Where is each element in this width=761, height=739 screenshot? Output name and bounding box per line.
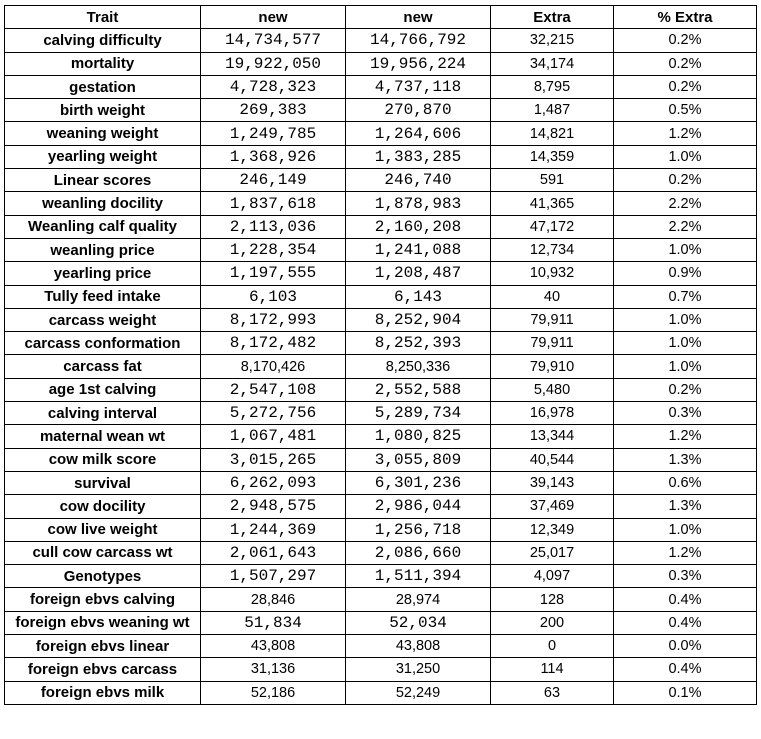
table-row bbox=[5, 518, 757, 541]
pct-extra-cell: 0.4% bbox=[614, 611, 757, 634]
new-value-2-cell: 1,878,983 bbox=[346, 192, 491, 215]
new-value-1-cell: 3,015,265 bbox=[201, 448, 346, 471]
pct-extra-cell: 0.3% bbox=[614, 402, 757, 425]
extra-cell: 32,215 bbox=[491, 29, 614, 52]
trait-cell: foreign ebvs carcass bbox=[5, 658, 201, 681]
pct-extra-cell: 1.3% bbox=[614, 448, 757, 471]
new-value-1-cell: 6,262,093 bbox=[201, 471, 346, 494]
table-row bbox=[5, 169, 757, 192]
new-value-2-cell: 1,208,487 bbox=[346, 262, 491, 285]
pct-extra-cell: 1.0% bbox=[614, 145, 757, 168]
new-value-2-cell: 2,986,044 bbox=[346, 495, 491, 518]
table-row bbox=[5, 402, 757, 425]
trait-cell: foreign ebvs weaning wt bbox=[5, 611, 201, 634]
extra-cell: 12,734 bbox=[491, 238, 614, 261]
table-row bbox=[5, 658, 757, 681]
table-row bbox=[5, 215, 757, 238]
table-row bbox=[5, 262, 757, 285]
table-row bbox=[5, 122, 757, 145]
trait-cell: Genotypes bbox=[5, 565, 201, 588]
new-value-2-cell: 28,974 bbox=[346, 588, 491, 611]
new-value-1-cell: 52,186 bbox=[201, 681, 346, 704]
new-value-2-cell: 5,289,734 bbox=[346, 402, 491, 425]
new-value-1-cell: 31,136 bbox=[201, 658, 346, 681]
pct-extra-cell: 0.7% bbox=[614, 285, 757, 308]
extra-cell: 591 bbox=[491, 169, 614, 192]
new-value-1-cell: 5,272,756 bbox=[201, 402, 346, 425]
trait-cell: foreign ebvs milk bbox=[5, 681, 201, 704]
pct-extra-cell: 1.2% bbox=[614, 541, 757, 564]
extra-cell: 1,487 bbox=[491, 99, 614, 122]
extra-cell: 8,795 bbox=[491, 75, 614, 98]
new-value-2-cell: 6,143 bbox=[346, 285, 491, 308]
new-value-1-cell: 8,172,993 bbox=[201, 308, 346, 331]
header-extra: Extra bbox=[491, 6, 614, 29]
extra-cell: 47,172 bbox=[491, 215, 614, 238]
pct-extra-cell: 1.3% bbox=[614, 495, 757, 518]
new-value-1-cell: 4,728,323 bbox=[201, 75, 346, 98]
extra-cell: 200 bbox=[491, 611, 614, 634]
new-value-2-cell: 1,511,394 bbox=[346, 565, 491, 588]
pct-extra-cell: 1.0% bbox=[614, 238, 757, 261]
new-value-1-cell: 14,734,577 bbox=[201, 29, 346, 52]
pct-extra-cell: 0.6% bbox=[614, 471, 757, 494]
trait-cell: gestation bbox=[5, 75, 201, 98]
new-value-1-cell: 1,837,618 bbox=[201, 192, 346, 215]
extra-cell: 13,344 bbox=[491, 425, 614, 448]
pct-extra-cell: 0.2% bbox=[614, 29, 757, 52]
extra-cell: 0 bbox=[491, 635, 614, 658]
extra-cell: 34,174 bbox=[491, 52, 614, 75]
trait-cell: survival bbox=[5, 471, 201, 494]
new-value-2-cell: 1,241,088 bbox=[346, 238, 491, 261]
new-value-2-cell: 31,250 bbox=[346, 658, 491, 681]
pct-extra-cell: 1.0% bbox=[614, 308, 757, 331]
trait-cell: weaning weight bbox=[5, 122, 201, 145]
extra-cell: 63 bbox=[491, 681, 614, 704]
extra-cell: 79,911 bbox=[491, 332, 614, 355]
header-pct-extra: % Extra bbox=[614, 6, 757, 29]
new-value-2-cell: 52,249 bbox=[346, 681, 491, 704]
trait-cell: mortality bbox=[5, 52, 201, 75]
table-row bbox=[5, 495, 757, 518]
extra-cell: 10,932 bbox=[491, 262, 614, 285]
trait-cell: cull cow carcass wt bbox=[5, 541, 201, 564]
table-row bbox=[5, 681, 757, 704]
new-value-2-cell: 270,870 bbox=[346, 99, 491, 122]
trait-cell: carcass weight bbox=[5, 308, 201, 331]
extra-cell: 41,365 bbox=[491, 192, 614, 215]
new-value-1-cell: 1,249,785 bbox=[201, 122, 346, 145]
new-value-2-cell: 2,160,208 bbox=[346, 215, 491, 238]
trait-cell: maternal wean wt bbox=[5, 425, 201, 448]
new-value-2-cell: 8,252,904 bbox=[346, 308, 491, 331]
new-value-1-cell: 6,103 bbox=[201, 285, 346, 308]
table-row bbox=[5, 192, 757, 215]
new-value-2-cell: 8,252,393 bbox=[346, 332, 491, 355]
pct-extra-cell: 0.3% bbox=[614, 565, 757, 588]
new-value-1-cell: 2,061,643 bbox=[201, 541, 346, 564]
pct-extra-cell: 2.2% bbox=[614, 192, 757, 215]
table-row bbox=[5, 332, 757, 355]
extra-cell: 39,143 bbox=[491, 471, 614, 494]
extra-cell: 40,544 bbox=[491, 448, 614, 471]
new-value-1-cell: 246,149 bbox=[201, 169, 346, 192]
new-value-1-cell: 269,383 bbox=[201, 99, 346, 122]
pct-extra-cell: 0.4% bbox=[614, 658, 757, 681]
new-value-1-cell: 8,170,426 bbox=[201, 355, 346, 378]
extra-cell: 128 bbox=[491, 588, 614, 611]
table-row bbox=[5, 448, 757, 471]
extra-cell: 37,469 bbox=[491, 495, 614, 518]
extra-cell: 114 bbox=[491, 658, 614, 681]
new-value-1-cell: 8,172,482 bbox=[201, 332, 346, 355]
trait-table bbox=[4, 5, 757, 705]
table-row bbox=[5, 425, 757, 448]
trait-cell: yearling price bbox=[5, 262, 201, 285]
trait-cell: age 1st calving bbox=[5, 378, 201, 401]
trait-cell: carcass conformation bbox=[5, 332, 201, 355]
trait-cell: calving interval bbox=[5, 402, 201, 425]
table-row bbox=[5, 355, 757, 378]
pct-extra-cell: 0.1% bbox=[614, 681, 757, 704]
table-row bbox=[5, 52, 757, 75]
table-row bbox=[5, 145, 757, 168]
new-value-1-cell: 2,547,108 bbox=[201, 378, 346, 401]
pct-extra-cell: 0.5% bbox=[614, 99, 757, 122]
trait-cell: yearling weight bbox=[5, 145, 201, 168]
trait-cell: cow live weight bbox=[5, 518, 201, 541]
trait-cell: foreign ebvs calving bbox=[5, 588, 201, 611]
header-new-2: new bbox=[346, 6, 491, 29]
table-row bbox=[5, 588, 757, 611]
new-value-2-cell: 2,086,660 bbox=[346, 541, 491, 564]
trait-cell: weanling docility bbox=[5, 192, 201, 215]
new-value-2-cell: 1,256,718 bbox=[346, 518, 491, 541]
trait-cell: carcass fat bbox=[5, 355, 201, 378]
pct-extra-cell: 0.0% bbox=[614, 635, 757, 658]
table-row bbox=[5, 29, 757, 52]
trait-cell: weanling price bbox=[5, 238, 201, 261]
new-value-1-cell: 19,922,050 bbox=[201, 52, 346, 75]
new-value-2-cell: 43,808 bbox=[346, 635, 491, 658]
extra-cell: 12,349 bbox=[491, 518, 614, 541]
header-row bbox=[5, 6, 757, 29]
new-value-1-cell: 2,113,036 bbox=[201, 215, 346, 238]
extra-cell: 14,821 bbox=[491, 122, 614, 145]
new-value-1-cell: 1,067,481 bbox=[201, 425, 346, 448]
table-body bbox=[5, 29, 757, 705]
new-value-2-cell: 6,301,236 bbox=[346, 471, 491, 494]
table-row bbox=[5, 565, 757, 588]
trait-cell: birth weight bbox=[5, 99, 201, 122]
table-row bbox=[5, 471, 757, 494]
extra-cell: 79,911 bbox=[491, 308, 614, 331]
pct-extra-cell: 0.2% bbox=[614, 75, 757, 98]
trait-cell: Tully feed intake bbox=[5, 285, 201, 308]
header-new-1: new bbox=[201, 6, 346, 29]
extra-cell: 5,480 bbox=[491, 378, 614, 401]
table-row bbox=[5, 378, 757, 401]
new-value-1-cell: 2,948,575 bbox=[201, 495, 346, 518]
new-value-2-cell: 3,055,809 bbox=[346, 448, 491, 471]
new-value-2-cell: 14,766,792 bbox=[346, 29, 491, 52]
new-value-2-cell: 1,383,285 bbox=[346, 145, 491, 168]
extra-cell: 40 bbox=[491, 285, 614, 308]
table-row bbox=[5, 285, 757, 308]
new-value-1-cell: 1,197,555 bbox=[201, 262, 346, 285]
new-value-2-cell: 2,552,588 bbox=[346, 378, 491, 401]
table-row bbox=[5, 238, 757, 261]
new-value-2-cell: 52,034 bbox=[346, 611, 491, 634]
pct-extra-cell: 1.0% bbox=[614, 518, 757, 541]
new-value-2-cell: 19,956,224 bbox=[346, 52, 491, 75]
extra-cell: 4,097 bbox=[491, 565, 614, 588]
table-row bbox=[5, 99, 757, 122]
trait-cell: calving difficulty bbox=[5, 29, 201, 52]
pct-extra-cell: 0.9% bbox=[614, 262, 757, 285]
table-row bbox=[5, 541, 757, 564]
pct-extra-cell: 1.2% bbox=[614, 122, 757, 145]
table-row bbox=[5, 75, 757, 98]
trait-cell: foreign ebvs linear bbox=[5, 635, 201, 658]
table-row bbox=[5, 308, 757, 331]
new-value-2-cell: 4,737,118 bbox=[346, 75, 491, 98]
extra-cell: 25,017 bbox=[491, 541, 614, 564]
new-value-1-cell: 1,507,297 bbox=[201, 565, 346, 588]
new-value-1-cell: 1,244,369 bbox=[201, 518, 346, 541]
new-value-1-cell: 43,808 bbox=[201, 635, 346, 658]
extra-cell: 16,978 bbox=[491, 402, 614, 425]
new-value-1-cell: 28,846 bbox=[201, 588, 346, 611]
trait-cell: cow docility bbox=[5, 495, 201, 518]
pct-extra-cell: 1.0% bbox=[614, 332, 757, 355]
pct-extra-cell: 0.2% bbox=[614, 52, 757, 75]
pct-extra-cell: 0.4% bbox=[614, 588, 757, 611]
trait-cell: Linear scores bbox=[5, 169, 201, 192]
new-value-2-cell: 1,264,606 bbox=[346, 122, 491, 145]
extra-cell: 79,910 bbox=[491, 355, 614, 378]
trait-cell: cow milk score bbox=[5, 448, 201, 471]
new-value-1-cell: 1,228,354 bbox=[201, 238, 346, 261]
trait-cell: Weanling calf quality bbox=[5, 215, 201, 238]
pct-extra-cell: 1.2% bbox=[614, 425, 757, 448]
new-value-1-cell: 51,834 bbox=[201, 611, 346, 634]
extra-cell: 14,359 bbox=[491, 145, 614, 168]
pct-extra-cell: 2.2% bbox=[614, 215, 757, 238]
pct-extra-cell: 0.2% bbox=[614, 378, 757, 401]
new-value-1-cell: 1,368,926 bbox=[201, 145, 346, 168]
new-value-2-cell: 246,740 bbox=[346, 169, 491, 192]
new-value-2-cell: 8,250,336 bbox=[346, 355, 491, 378]
table-row bbox=[5, 635, 757, 658]
pct-extra-cell: 0.2% bbox=[614, 169, 757, 192]
pct-extra-cell: 1.0% bbox=[614, 355, 757, 378]
new-value-2-cell: 1,080,825 bbox=[346, 425, 491, 448]
header-trait: Trait bbox=[5, 6, 201, 29]
table-row bbox=[5, 611, 757, 634]
